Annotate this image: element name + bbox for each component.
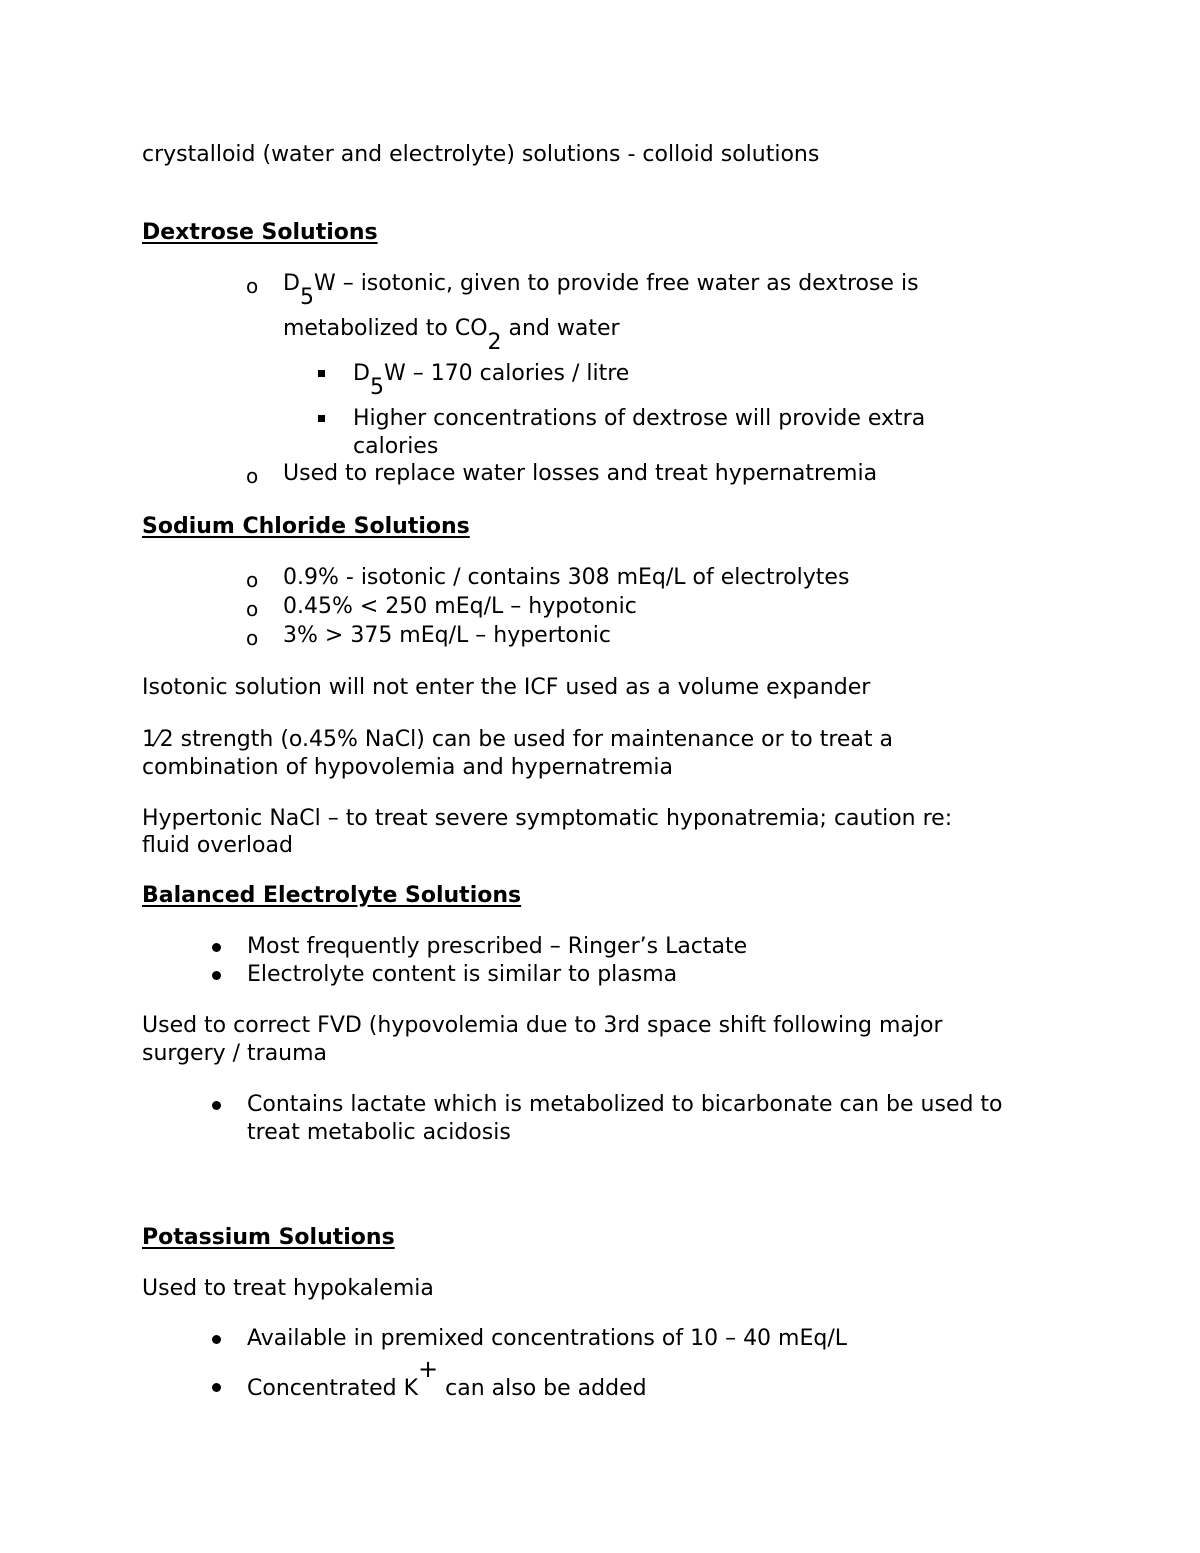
intro-text: crystalloid (water and electrolyte) solutions - colloid solutions (142, 142, 820, 167)
balanced-item-2: Electrolyte content is similar to plasma (247, 962, 678, 987)
balanced-item-lactate-line1: Contains lactate which is metabolized to bicarbonate can be used to (247, 1092, 1003, 1117)
bullet-dot (212, 1335, 221, 1344)
bullet-dot (212, 1383, 221, 1392)
sodium-item-3: 3% > 375 mEq/L – hypertonic (283, 623, 612, 648)
heading-sodium-chloride-solutions: Sodium Chloride Solutions (142, 514, 470, 539)
para-fvd-line2: surgery / trauma (142, 1041, 328, 1066)
dextrose-item-d5w: D5W – isotonic, given to provide free water as dextrose is (283, 271, 919, 310)
bullet-o: o (246, 464, 259, 488)
heading-balanced-electrolyte-solutions: Balanced Electrolyte Solutions (142, 883, 522, 908)
potassium-item-premixed: Available in premixed concentrations of 10 – 40 mEq/L (247, 1326, 848, 1351)
bullet-dot (212, 1101, 221, 1110)
balanced-item-lactate-line2: treat metabolic acidosis (247, 1120, 511, 1145)
bullet-o: o (246, 626, 259, 650)
bullet-o: o (246, 274, 259, 298)
para-half-strength-line1: 1⁄2 strength (o.45% NaCl) can be used for maintenance or to treat a (142, 727, 893, 752)
heading-dextrose-solutions: Dextrose Solutions (142, 220, 378, 245)
para-hypokalemia: Used to treat hypokalemia (142, 1276, 434, 1301)
para-fvd-line1: Used to correct FVD (hypovolemia due to 3rd space shift following major (142, 1013, 943, 1038)
para-hypertonic-line1: Hypertonic NaCl – to treat severe symptomatic hyponatremia; caution re: (142, 806, 953, 831)
dextrose-item-replace: Used to replace water losses and treat hypernatremia (283, 461, 878, 486)
bullet-square (318, 370, 325, 377)
bullet-square (318, 415, 325, 422)
potassium-item-concentrated: Concentrated K+ can also be added (247, 1355, 647, 1401)
bullet-o: o (246, 568, 259, 592)
bullet-dot (212, 943, 221, 952)
dextrose-subitem-higher-line2: calories (353, 434, 439, 459)
para-hypertonic-line2: fluid overload (142, 833, 293, 858)
dextrose-subitem-calories: D5W – 170 calories / litre (353, 361, 630, 400)
dextrose-item-d5w-cont: metabolized to CO2 and water (283, 316, 620, 355)
bullet-o: o (246, 597, 259, 621)
heading-potassium-solutions: Potassium Solutions (142, 1225, 395, 1250)
bullet-dot (212, 971, 221, 980)
balanced-item-1: Most frequently prescribed – Ringer’s Lactate (247, 934, 748, 959)
sodium-item-2: 0.45% < 250 mEq/L – hypotonic (283, 594, 637, 619)
para-half-strength-line2: combination of hypovolemia and hypernatremia (142, 755, 674, 780)
para-isotonic: Isotonic solution will not enter the ICF used as a volume expander (142, 675, 871, 700)
dextrose-subitem-higher-line1: Higher concentrations of dextrose will provide extra (353, 406, 926, 431)
sodium-item-1: 0.9% - isotonic / contains 308 mEq/L of electrolytes (283, 565, 850, 590)
